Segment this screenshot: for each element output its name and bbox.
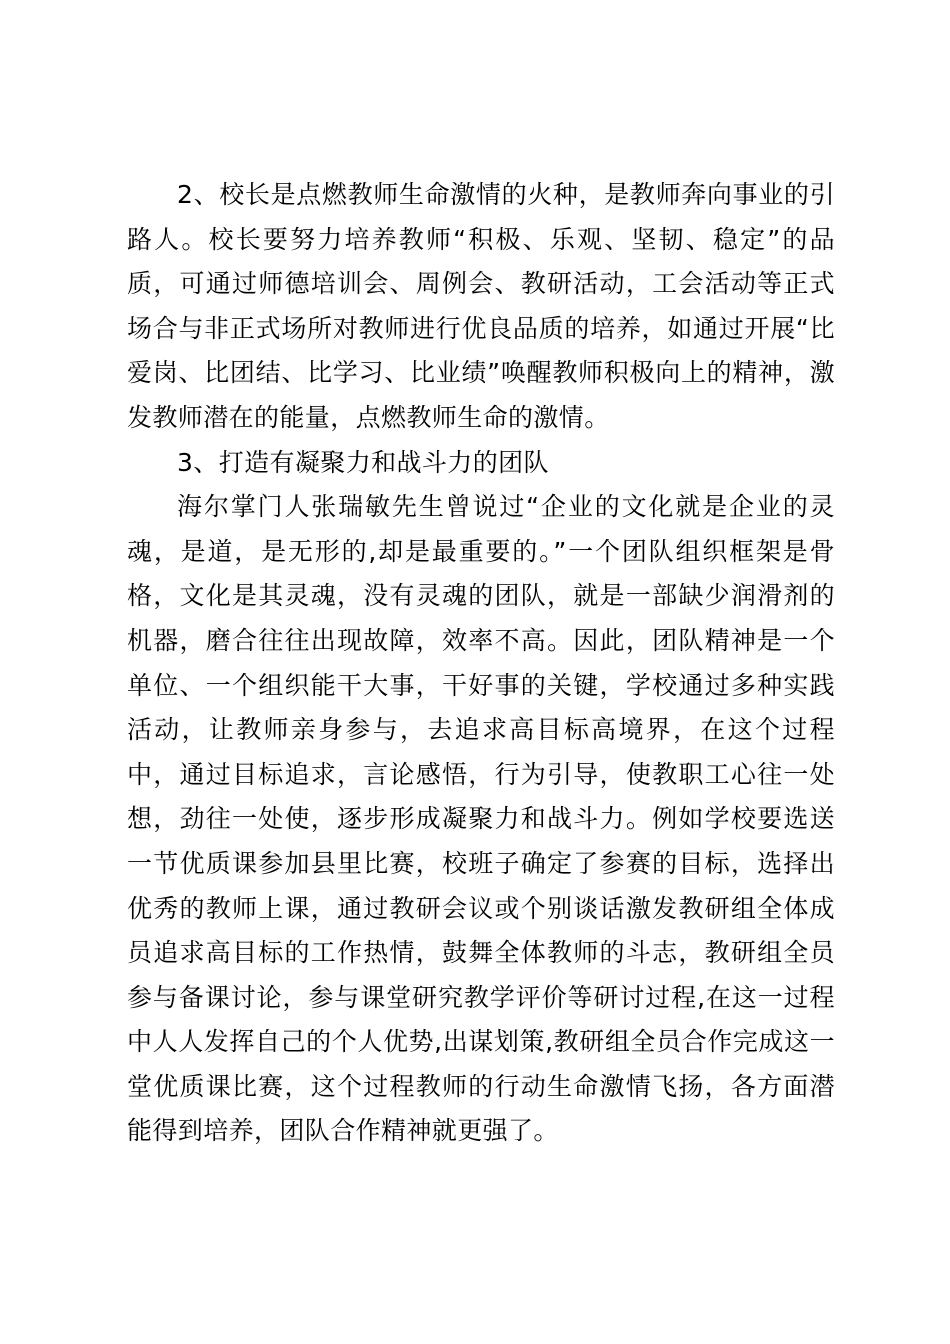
paragraph-team-spirit: 海尔掌门人张瑞敏先生曾说过“企业的文化就是企业的灵魂，是道，是无形的,却是最重要的。”一个团队组织框架是骨格，文化是其灵魂，没有灵魂的团队，就是一部缺少润滑剂的机器，磨合往往出现故障，效率不高。因此，团队精神是一个单位、一个组织能干大事，干好事的关键，学校通过多种实践活动，让教师亲身参与，去追求高目标高境界，在这个过程中，通过目标追求，言论感悟，行为引导，使教职工心往一处想，劲往一处使，逐步形成凝聚力和战斗力。例如学校要选送一节优质课参加县里比赛，校班子确定了参赛的目标，选择出优秀的教师上课，通过教研会议或个别谈话激发教研组全体成员追求高目标的工作热情，鼓舞全体教师的斗志，教研组全员参与备课讨论，参与课堂研究教学评价等研讨过程,在这一过程中人人发挥自己的个人优势,出谋划策,教研组全员合作完成这一堂优质课比赛，这个过程教师的行动生命激情飞扬，各方面潜能得到培养，团队合作精神就更强了。 bbox=[127, 492, 835, 1146]
paragraph-principal-role: 2、校长是点燃教师生命激情的火种，是教师奔向事业的引路人。校长要努力培养教师“积极、乐观、坚韧、稳定”的品质，可通过师德培训会、周例会、教研活动，工会活动等正式场合与非正式场所对教师进行优良品质的培养，如通过开展“比爱岗、比团结、比学习、比业绩”唤醒教师积极向上的精神，激发教师潜在的能量，点燃教师生命的激情。 bbox=[127, 180, 835, 432]
document-page bbox=[127, 173, 835, 1154]
section-heading-team: 3、打造有凝聚力和战斗力的团队 bbox=[177, 447, 549, 477]
